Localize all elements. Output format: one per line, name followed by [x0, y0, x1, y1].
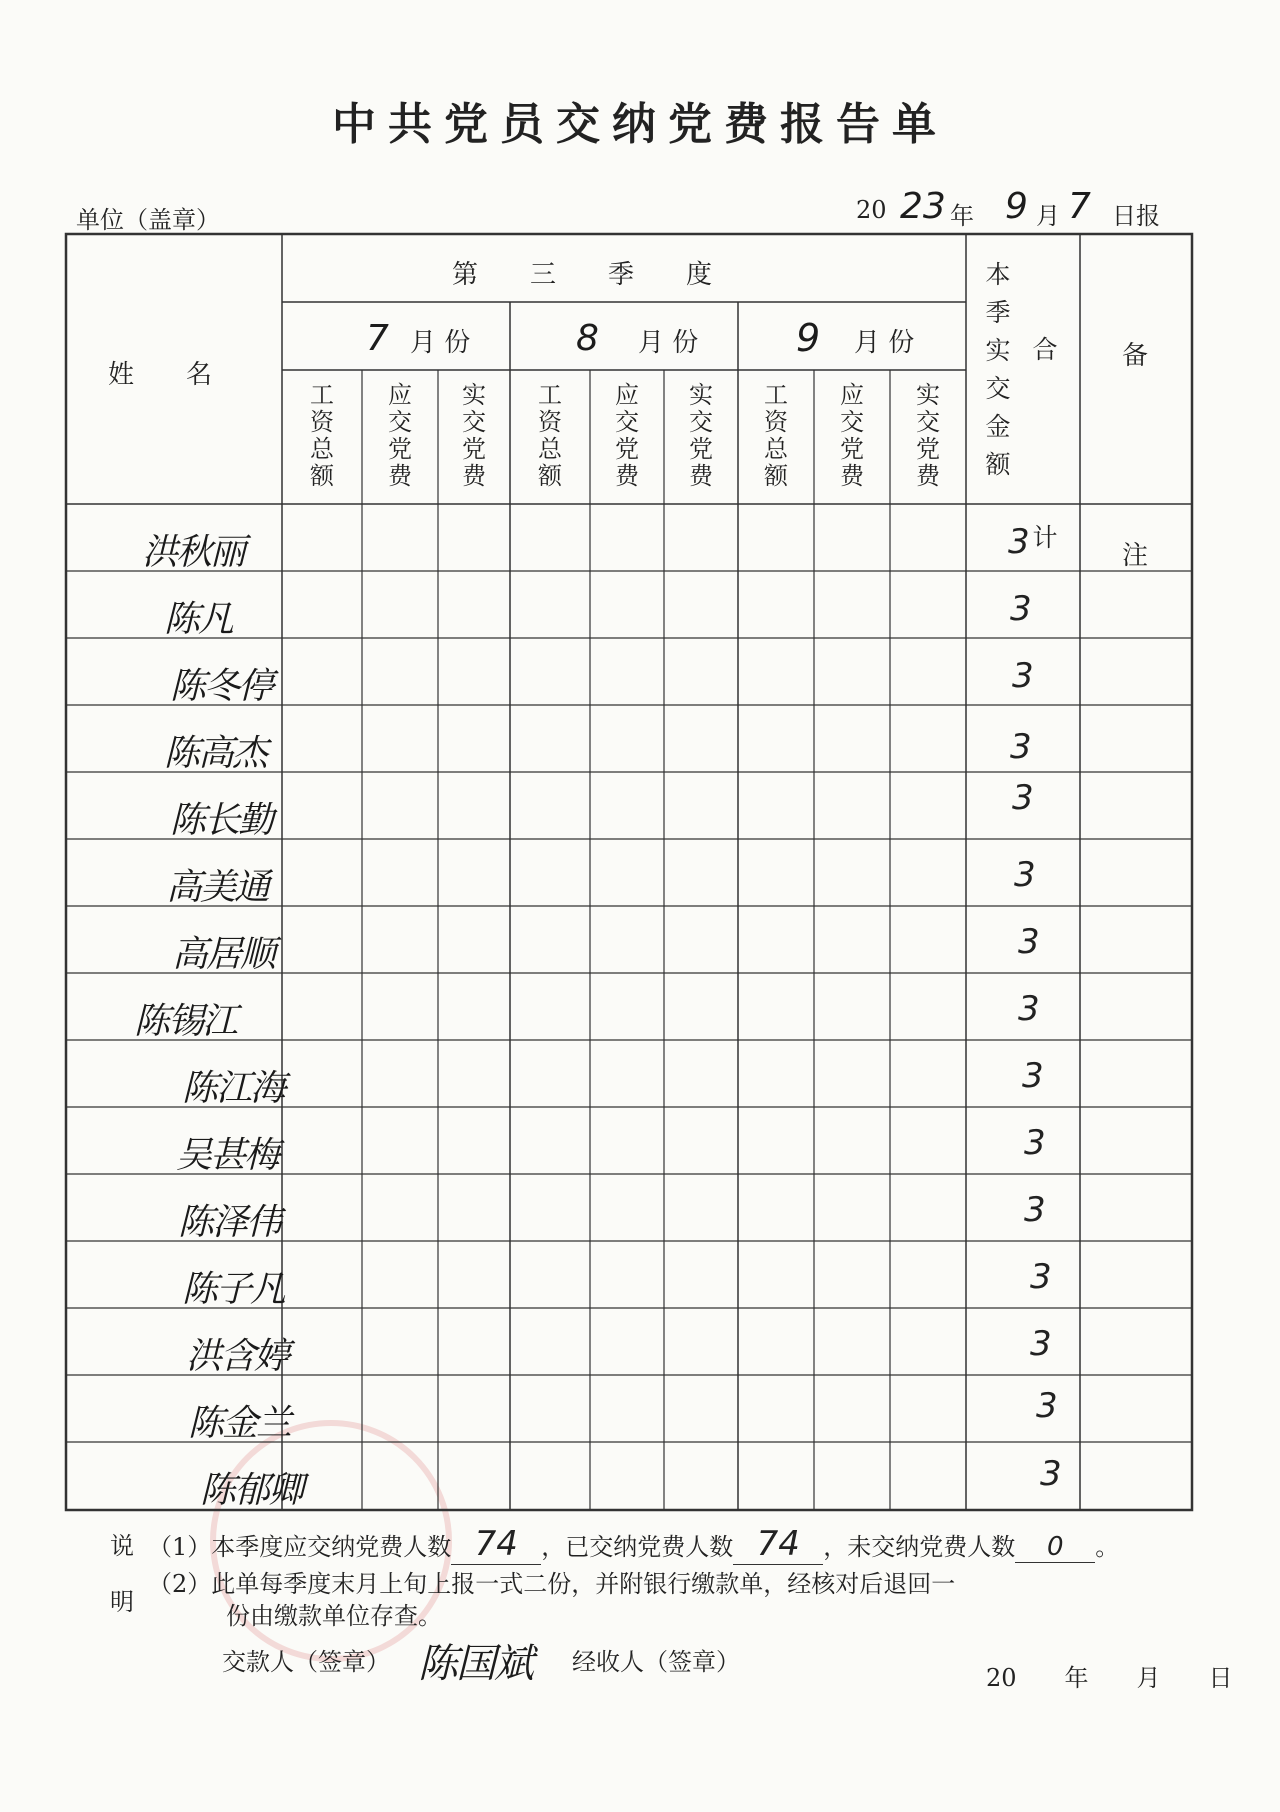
date-month-handwritten: 9 — [1005, 186, 1028, 227]
row-amount: 3 — [1036, 1386, 1058, 1426]
notes-line-1 — [148, 1524, 1119, 1565]
notes-label-shuo: 说 — [110, 1532, 134, 1560]
row-amount: 3 — [1030, 1257, 1052, 1297]
member-name: 陈长勤 — [170, 800, 273, 841]
member-name: 洪秋丽 — [142, 532, 245, 573]
row-amount: 3 — [1024, 1190, 1046, 1230]
row-amount: 3 — [1012, 778, 1034, 818]
member-name: 陈金兰 — [188, 1403, 291, 1444]
row-amount: 3 — [1040, 1454, 1062, 1494]
month-3-number: 9 — [796, 316, 821, 360]
month-2-label: 月 份 — [638, 328, 699, 358]
month-1-number: 7 — [366, 318, 389, 359]
m8-due-header: 应交党费 — [615, 381, 639, 490]
bottom-date: 20 年 月 日 — [986, 1664, 1233, 1692]
total-amount-header: 本季实交金额 — [985, 260, 1011, 479]
month-1-label: 月 份 — [410, 328, 471, 358]
member-name: 陈锡江 — [134, 1001, 237, 1042]
row-amount: 3 — [1008, 522, 1030, 562]
date-prefix: 20 — [856, 196, 887, 224]
member-name: 洪含婷 — [186, 1336, 289, 1377]
line-1-end: 。 — [1095, 1533, 1120, 1561]
member-name: 陈郁卿 — [200, 1470, 303, 1511]
notes-line-2: （2）此单每季度末月上旬上报一式二份，并附银行缴款单，经核对后退回一 — [148, 1570, 956, 1598]
date-day-handwritten: 7 — [1068, 186, 1091, 227]
day-report-label: 日报 — [1112, 202, 1160, 230]
m7-due-header: 应交党费 — [388, 381, 412, 490]
paid-count-label: ，已交纳党费人数 — [541, 1533, 734, 1561]
month-2-number: 8 — [576, 318, 599, 359]
member-name: 吴甚梅 — [176, 1135, 279, 1176]
member-name: 陈高杰 — [164, 733, 267, 774]
member-name: 陈泽伟 — [178, 1202, 281, 1243]
unpaid-count-label: ，未交纳党费人数 — [823, 1533, 1016, 1561]
payer-label: 交款人（签章） — [222, 1648, 390, 1676]
row-amount: 3 — [1018, 922, 1040, 962]
due-count-label: （1）本季度应交纳党费人数 — [148, 1533, 452, 1561]
form-title: 中共党员交纳党费报告单 — [332, 99, 948, 150]
row-amount: 3 — [1012, 656, 1034, 696]
date-year-handwritten: 23 — [900, 186, 946, 227]
m8-paid-header: 实交党费 — [689, 381, 713, 490]
member-name: 陈凡 — [164, 599, 233, 640]
paid-count-value: 74 — [733, 1524, 823, 1565]
notes-label-ming: 明 — [110, 1588, 134, 1616]
m9-salary-header: 工资总额 — [764, 381, 788, 490]
m7-salary-header: 工资总额 — [310, 381, 334, 490]
month-label: 月 — [1036, 202, 1060, 230]
row-amount: 3 — [1010, 589, 1032, 629]
member-name: 高居顺 — [172, 934, 275, 975]
remark-header: 备 注 — [1121, 341, 1175, 571]
unpaid-count-value: 0 — [1015, 1532, 1095, 1563]
row-amount: 3 — [1010, 727, 1032, 767]
row-amount: 3 — [1022, 1056, 1044, 1096]
member-name: 高美通 — [166, 867, 269, 908]
due-count-value: 74 — [451, 1524, 541, 1565]
member-name: 陈子凡 — [182, 1269, 285, 1310]
m8-salary-header: 工资总额 — [538, 381, 562, 490]
row-amount: 3 — [1014, 855, 1036, 895]
receiver-label: 经收人（签章） — [572, 1648, 740, 1676]
m9-due-header: 应交党费 — [840, 381, 864, 490]
year-label: 年 — [950, 202, 974, 230]
m9-paid-header: 实交党费 — [916, 381, 940, 490]
member-name: 陈江海 — [182, 1068, 285, 1109]
month-3-label: 月 份 — [854, 328, 915, 358]
quarter-header: 第 三 季 度 — [452, 260, 713, 290]
unit-label: 单位（盖章） — [76, 206, 220, 234]
payer-signature: 陈国斌 — [418, 1641, 532, 1687]
row-amount: 3 — [1018, 989, 1040, 1029]
row-amount: 3 — [1030, 1324, 1052, 1364]
m7-paid-header: 实交党费 — [462, 381, 486, 490]
notes-line-3: 份由缴款单位存查。 — [226, 1602, 442, 1630]
name-column-header: 姓 名 — [108, 360, 213, 390]
total-sum-header: 合 计 — [1032, 335, 1108, 552]
member-name: 陈冬停 — [170, 666, 273, 707]
row-amount: 3 — [1024, 1123, 1046, 1163]
